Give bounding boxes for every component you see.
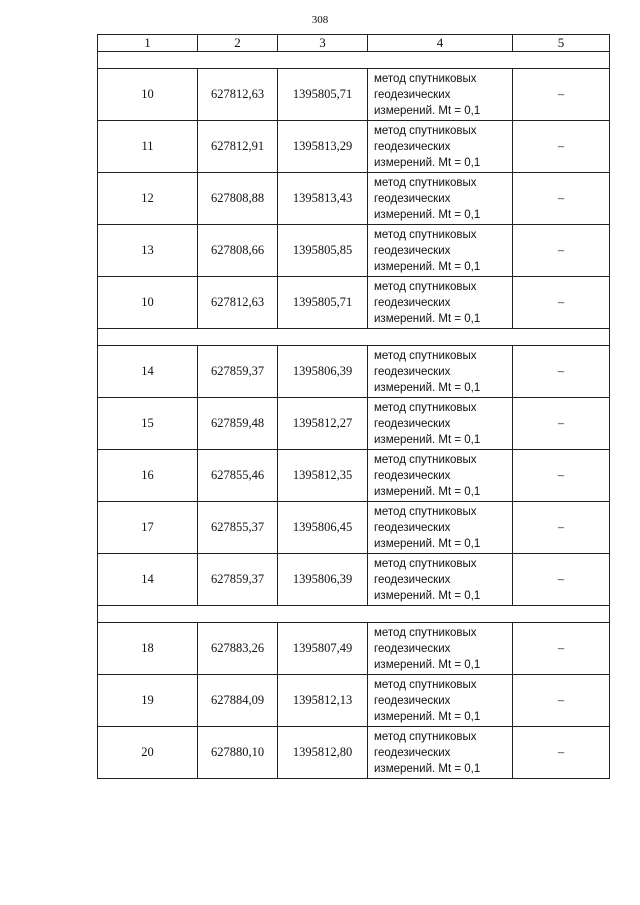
header-col-4: 4 xyxy=(368,35,513,52)
note-cell: – xyxy=(513,225,610,277)
header-col-5: 5 xyxy=(513,35,610,52)
table-row xyxy=(98,225,610,277)
x-coordinate-cell: 627859,37 xyxy=(198,346,278,398)
note-cell: – xyxy=(513,69,610,121)
method-line: геодезических xyxy=(374,296,451,309)
method-line: метод спутниковых xyxy=(374,453,477,466)
method-line: измерений. Mt = 0,1 xyxy=(374,156,481,169)
point-number-cell: 14 xyxy=(98,346,198,398)
method-line: метод спутниковых xyxy=(374,280,477,293)
method-line: измерений. Mt = 0,1 xyxy=(374,208,481,221)
method-cell xyxy=(368,121,513,173)
point-number-cell: 20 xyxy=(98,727,198,779)
x-coordinate-cell: 627812,63 xyxy=(198,277,278,329)
method-cell xyxy=(368,502,513,554)
group-separator-cell xyxy=(98,606,610,623)
method-line: геодезических xyxy=(374,573,451,586)
method-line: метод спутниковых xyxy=(374,678,477,691)
y-coordinate-cell: 1395813,43 xyxy=(278,173,368,225)
note-cell: – xyxy=(513,502,610,554)
method-line: геодезических xyxy=(374,192,451,205)
y-coordinate-cell: 1395813,29 xyxy=(278,121,368,173)
method-line: измерений. Mt = 0,1 xyxy=(374,260,481,273)
method-line: геодезических xyxy=(374,365,451,378)
point-number-cell: 14 xyxy=(98,554,198,606)
header-col-2: 2 xyxy=(198,35,278,52)
method-line: измерений. Mt = 0,1 xyxy=(374,485,481,498)
method-line: измерений. Mt = 0,1 xyxy=(374,589,481,602)
group-separator-row xyxy=(98,606,610,623)
x-coordinate-cell: 627808,88 xyxy=(198,173,278,225)
y-coordinate-cell: 1395806,39 xyxy=(278,346,368,398)
method-line: геодезических xyxy=(374,642,451,655)
method-line: геодезических xyxy=(374,244,451,257)
table-row xyxy=(98,173,610,225)
method-line: измерений. Mt = 0,1 xyxy=(374,537,481,550)
point-number-cell: 12 xyxy=(98,173,198,225)
y-coordinate-cell: 1395812,13 xyxy=(278,675,368,727)
table-row xyxy=(98,675,610,727)
method-line: измерений. Mt = 0,1 xyxy=(374,104,481,117)
method-line: метод спутниковых xyxy=(374,557,477,570)
group-separator-cell xyxy=(98,52,610,69)
table-row xyxy=(98,554,610,606)
method-cell xyxy=(368,69,513,121)
method-cell xyxy=(368,398,513,450)
y-coordinate-cell: 1395805,85 xyxy=(278,225,368,277)
method-line: измерений. Mt = 0,1 xyxy=(374,710,481,723)
point-number-cell: 13 xyxy=(98,225,198,277)
y-coordinate-cell: 1395806,45 xyxy=(278,502,368,554)
point-number-cell: 15 xyxy=(98,398,198,450)
method-line: метод спутниковых xyxy=(374,349,477,362)
x-coordinate-cell: 627812,91 xyxy=(198,121,278,173)
method-line: измерений. Mt = 0,1 xyxy=(374,762,481,775)
note-cell: – xyxy=(513,623,610,675)
y-coordinate-cell: 1395812,80 xyxy=(278,727,368,779)
method-line: измерений. Mt = 0,1 xyxy=(374,658,481,671)
point-number-cell: 10 xyxy=(98,69,198,121)
header-col-3: 3 xyxy=(278,35,368,52)
group-separator-row xyxy=(98,329,610,346)
note-cell: – xyxy=(513,450,610,502)
x-coordinate-cell: 627812,63 xyxy=(198,69,278,121)
x-coordinate-cell: 627855,46 xyxy=(198,450,278,502)
group-separator-row xyxy=(98,52,610,69)
table-row xyxy=(98,727,610,779)
method-line: метод спутниковых xyxy=(374,72,477,85)
method-line: измерений. Mt = 0,1 xyxy=(374,381,481,394)
x-coordinate-cell: 627808,66 xyxy=(198,225,278,277)
point-number-cell: 11 xyxy=(98,121,198,173)
method-cell xyxy=(368,277,513,329)
x-coordinate-cell: 627859,37 xyxy=(198,554,278,606)
method-cell xyxy=(368,173,513,225)
method-line: метод спутниковых xyxy=(374,730,477,743)
method-cell xyxy=(368,225,513,277)
y-coordinate-cell: 1395805,71 xyxy=(278,277,368,329)
method-cell xyxy=(368,554,513,606)
x-coordinate-cell: 627859,48 xyxy=(198,398,278,450)
note-cell: – xyxy=(513,346,610,398)
method-line: геодезических xyxy=(374,469,451,482)
y-coordinate-cell: 1395805,71 xyxy=(278,69,368,121)
point-number-cell: 17 xyxy=(98,502,198,554)
method-line: метод спутниковых xyxy=(374,401,477,414)
table-row xyxy=(98,502,610,554)
note-cell: – xyxy=(513,398,610,450)
method-line: измерений. Mt = 0,1 xyxy=(374,433,481,446)
method-cell xyxy=(368,346,513,398)
note-cell: – xyxy=(513,727,610,779)
x-coordinate-cell: 627880,10 xyxy=(198,727,278,779)
method-line: метод спутниковых xyxy=(374,505,477,518)
note-cell: – xyxy=(513,121,610,173)
point-number-cell: 18 xyxy=(98,623,198,675)
point-number-cell: 19 xyxy=(98,675,198,727)
table-row xyxy=(98,450,610,502)
method-line: геодезических xyxy=(374,140,451,153)
note-cell: – xyxy=(513,554,610,606)
y-coordinate-cell: 1395812,35 xyxy=(278,450,368,502)
coordinates-table xyxy=(97,34,610,779)
method-line: геодезических xyxy=(374,88,451,101)
method-line: метод спутниковых xyxy=(374,124,477,137)
method-line: геодезических xyxy=(374,521,451,534)
point-number-cell: 16 xyxy=(98,450,198,502)
table-row xyxy=(98,398,610,450)
header-row xyxy=(98,35,610,52)
y-coordinate-cell: 1395812,27 xyxy=(278,398,368,450)
method-line: метод спутниковых xyxy=(374,176,477,189)
table-row xyxy=(98,69,610,121)
note-cell: – xyxy=(513,277,610,329)
x-coordinate-cell: 627855,37 xyxy=(198,502,278,554)
x-coordinate-cell: 627883,26 xyxy=(198,623,278,675)
method-line: геодезических xyxy=(374,417,451,430)
method-cell xyxy=(368,675,513,727)
point-number-cell: 10 xyxy=(98,277,198,329)
header-col-1: 1 xyxy=(98,35,198,52)
method-cell xyxy=(368,623,513,675)
table-row xyxy=(98,346,610,398)
table-row xyxy=(98,623,610,675)
method-cell xyxy=(368,450,513,502)
method-line: метод спутниковых xyxy=(374,228,477,241)
method-line: геодезических xyxy=(374,746,451,759)
group-separator-cell xyxy=(98,329,610,346)
note-cell: – xyxy=(513,173,610,225)
table-row xyxy=(98,277,610,329)
note-cell: – xyxy=(513,675,610,727)
method-cell xyxy=(368,727,513,779)
method-line: метод спутниковых xyxy=(374,626,477,639)
method-line: измерений. Mt = 0,1 xyxy=(374,312,481,325)
y-coordinate-cell: 1395806,39 xyxy=(278,554,368,606)
table-row xyxy=(98,121,610,173)
x-coordinate-cell: 627884,09 xyxy=(198,675,278,727)
page-number: 308 xyxy=(311,14,329,26)
y-coordinate-cell: 1395807,49 xyxy=(278,623,368,675)
method-line: геодезических xyxy=(374,694,451,707)
